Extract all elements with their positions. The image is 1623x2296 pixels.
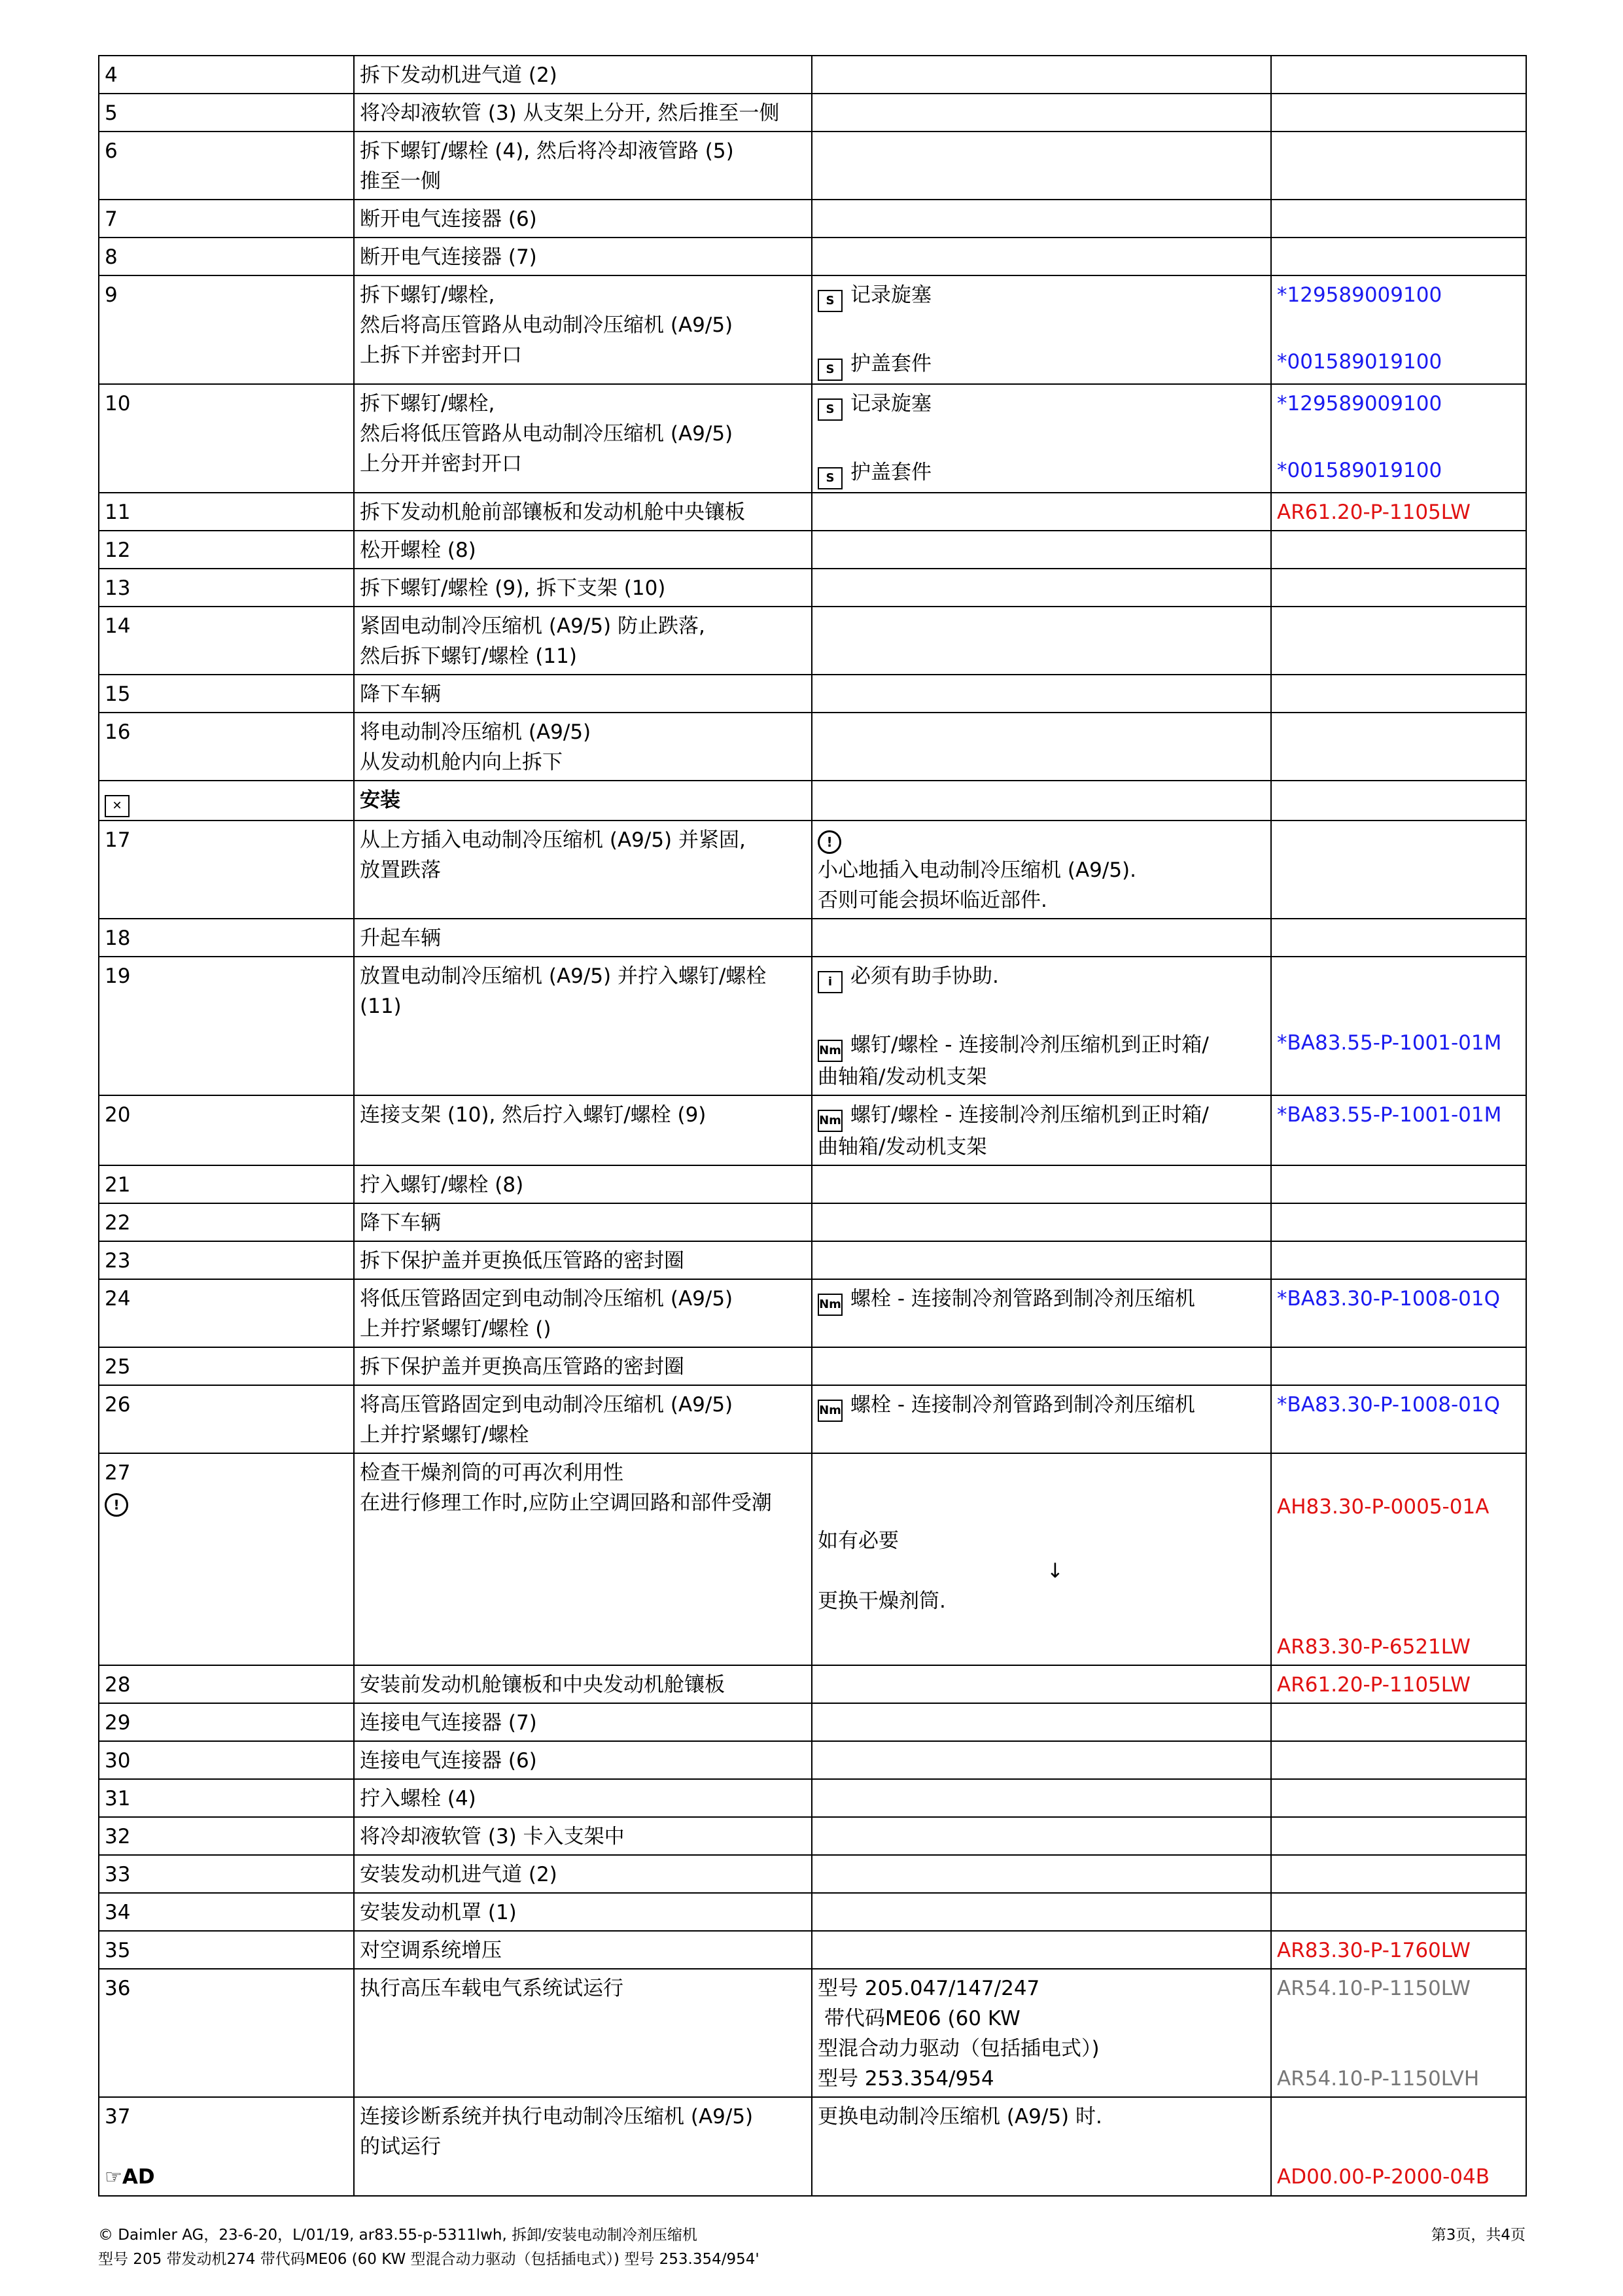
action-line: 上并拧紧螺钉/螺栓 [360, 1423, 529, 1447]
torque-label: 螺栓 - 连接制冷剂管路到制冷剂压缩机 [850, 1287, 1195, 1311]
table-row [99, 493, 1526, 531]
ad-label: AD [122, 2165, 155, 2189]
step-reference [1271, 56, 1526, 94]
step-action [354, 132, 812, 200]
torque-icon: Nm [818, 1400, 843, 1422]
step-reference [1271, 1241, 1526, 1279]
step-reference[interactable]: *BA83.30-P-1008-01Q [1271, 1385, 1526, 1453]
action-line: 检查干燥剂筒的可再次利用性 [360, 1461, 623, 1485]
step-tool [812, 275, 1271, 384]
step-tool [812, 238, 1271, 275]
table-row [99, 1203, 1526, 1241]
action-line: 将高压管路固定到电动制冷压缩机 (A9/5) [360, 1393, 733, 1417]
step-reference [1271, 2097, 1526, 2196]
table-row [99, 1279, 1526, 1347]
step-action [354, 1279, 812, 1347]
step-number: 13 [99, 569, 354, 607]
step-number: 18 [99, 919, 354, 957]
step-number: 8 [99, 238, 354, 275]
table-row [99, 675, 1526, 713]
down-arrow-icon: ↓ [1047, 1559, 1064, 1583]
torque-icon: Nm [818, 1110, 843, 1132]
step-number: 19 [99, 957, 354, 1095]
note-line: 必须有助手协助. [850, 964, 999, 988]
step-number: 20 [99, 1095, 354, 1165]
step-number: 15 [99, 675, 354, 713]
step-number: 31 [99, 1779, 354, 1817]
action-line: 推至一侧 [360, 169, 441, 193]
procedure-table [98, 55, 1527, 2197]
step-number: 26 [99, 1385, 354, 1453]
step-reference [1271, 957, 1526, 1095]
step-tool [812, 1703, 1271, 1741]
step-tool [812, 1279, 1271, 1347]
step-action: 安装前发动机舱镶板和中央发动机舱镶板 [354, 1665, 812, 1703]
step-action [354, 713, 812, 781]
table-row [99, 94, 1526, 132]
step-action: 拧入螺钉/螺栓 (8) [354, 1165, 812, 1203]
step-tool [812, 607, 1271, 675]
step-number: 28 [99, 1665, 354, 1703]
step-action: 松开螺栓 (8) [354, 531, 812, 569]
table-row [99, 200, 1526, 238]
table-row [99, 1703, 1526, 1741]
note-line: 如有必要 [818, 1529, 899, 1553]
step-reference [1271, 238, 1526, 275]
step-reference [1271, 569, 1526, 607]
step-number: 34 [99, 1893, 354, 1931]
step-action [354, 1453, 812, 1665]
step-reference [1271, 1969, 1526, 2097]
special-tool-icon: S [818, 359, 843, 381]
step-reference[interactable]: *BA83.30-P-1008-01Q [1271, 1279, 1526, 1347]
table-row [99, 1931, 1526, 1969]
step-reference[interactable]: AR83.30-P-1760LW [1271, 1931, 1526, 1969]
step-reference [1271, 1741, 1526, 1779]
torque-icon: Nm [818, 1040, 843, 1062]
install-icon: ✕ [105, 795, 130, 817]
reference-link[interactable]: AR54.10-P-1150LW [1277, 1977, 1471, 2000]
torque-label-cont: 曲轴箱/发动机支架 [818, 1065, 987, 1089]
step-number: 6 [99, 132, 354, 200]
step-number: 17 [99, 821, 354, 919]
table-row [99, 238, 1526, 275]
step-number: 25 [99, 1347, 354, 1385]
step-tool [812, 1855, 1271, 1893]
step-action: 降下车辆 [354, 1203, 812, 1241]
step-reference [1271, 675, 1526, 713]
step-tool [812, 132, 1271, 200]
table-row [99, 919, 1526, 957]
note-line: 小心地插入电动制冷压缩机 (A9/5). [818, 858, 1136, 882]
action-line: 拆下螺钉/螺栓 (4), 然后将冷却液管路 (5) [360, 139, 734, 163]
step-number: 30 [99, 1741, 354, 1779]
step-number [99, 2097, 354, 2196]
step-reference [1271, 275, 1526, 384]
step-reference[interactable]: AR61.20-P-1105LW [1271, 493, 1526, 531]
action-line: 拆下螺钉/螺栓, [360, 283, 495, 307]
step-reference [1271, 1203, 1526, 1241]
part-number-link[interactable]: *129589009100 [1277, 283, 1442, 307]
part-number-link[interactable]: *129589009100 [1277, 392, 1442, 415]
step-number: 36 [99, 1969, 354, 2097]
step-reference[interactable]: AR61.20-P-1105LW [1271, 1665, 1526, 1703]
step-action: 拆下保护盖并更换低压管路的密封圈 [354, 1241, 812, 1279]
table-row [99, 1817, 1526, 1855]
step-reference [1271, 384, 1526, 493]
step-number: 33 [99, 1855, 354, 1893]
step-action: 将冷却液软管 (3) 从支架上分开, 然后推至一侧 [354, 94, 812, 132]
step-reference [1271, 1817, 1526, 1855]
table-row [99, 1453, 1526, 1665]
action-line: 在进行修理工作时,应防止空调回路和部件受潮 [360, 1491, 772, 1515]
step-tool [812, 1347, 1271, 1385]
step-tool [812, 1095, 1271, 1165]
step-reference [1271, 1893, 1526, 1931]
table-row [99, 1665, 1526, 1703]
step-reference[interactable]: *BA83.55-P-1001-01M [1271, 1095, 1526, 1165]
action-line: 上并拧紧螺钉/螺栓 () [360, 1317, 551, 1341]
step-number: 10 [99, 384, 354, 493]
table-row [99, 713, 1526, 781]
table-row [99, 275, 1526, 384]
step-number: 9 [99, 275, 354, 384]
section-row [99, 781, 1526, 821]
torque-label: 螺钉/螺栓 - 连接制冷剂压缩机到正时箱/ [850, 1103, 1209, 1127]
reference-link[interactable]: AH83.30-P-0005-01A [1277, 1495, 1490, 1519]
step-action: 拆下发动机进气道 (2) [354, 56, 812, 94]
section-title: 安装 [354, 781, 812, 821]
step-number: 24 [99, 1279, 354, 1347]
table-row [99, 607, 1526, 675]
step-tool [812, 1241, 1271, 1279]
step-action [354, 607, 812, 675]
action-line: 将低压管路固定到电动制冷压缩机 (A9/5) [360, 1287, 733, 1311]
step-tool [812, 1165, 1271, 1203]
table-row [99, 1969, 1526, 2097]
table-row [99, 1779, 1526, 1817]
part-number-link[interactable]: *001589019100 [1277, 350, 1442, 374]
step-number: 23 [99, 1241, 354, 1279]
step-number-text: 37 [105, 2105, 131, 2128]
action-line: 然后拆下螺钉/螺栓 (11) [360, 645, 577, 668]
step-number: 7 [99, 200, 354, 238]
action-line: 放置跌落 [360, 858, 441, 882]
model-line: 型混合动力驱动（包括插电式）) [818, 2037, 1100, 2060]
part-number-link[interactable]: *001589019100 [1277, 459, 1442, 482]
step-tool [812, 200, 1271, 238]
step-tool: 更换电动制冷压缩机 (A9/5) 时. [812, 2097, 1271, 2196]
step-reference [1271, 1347, 1526, 1385]
step-tool [812, 1453, 1271, 1665]
step-action [354, 384, 812, 493]
step-reference [1271, 94, 1526, 132]
step-tool [812, 821, 1271, 919]
note-line: 否则可能会损坏临近部件. [818, 889, 1047, 912]
model-line: 型号 253.354/954 [818, 2067, 994, 2091]
step-action [354, 957, 812, 1095]
step-tool [812, 1741, 1271, 1779]
action-line: 的试运行 [360, 2135, 441, 2159]
page-number: 第3页，共4页 [1431, 2227, 1526, 2244]
step-tool [812, 1893, 1271, 1931]
special-tool-icon: S [818, 398, 843, 421]
step-action: 连接电气连接器 (7) [354, 1703, 812, 1741]
step-reference [1271, 713, 1526, 781]
action-line: 放置电动制冷压缩机 (A9/5) 并拧入螺钉/螺栓 [360, 964, 767, 988]
step-tool [812, 1203, 1271, 1241]
step-action: 断开电气连接器 (6) [354, 200, 812, 238]
tool-label: 护盖套件 [850, 461, 932, 484]
step-tool [812, 569, 1271, 607]
step-action: 拆下保护盖并更换高压管路的密封圈 [354, 1347, 812, 1385]
step-reference [1271, 531, 1526, 569]
step-number: 11 [99, 493, 354, 531]
step-number: 29 [99, 1703, 354, 1741]
table-row [99, 1741, 1526, 1779]
action-line: 上分开并密封开口 [360, 452, 522, 476]
step-number: 12 [99, 531, 354, 569]
torque-icon: Nm [818, 1294, 843, 1316]
step-number: 35 [99, 1931, 354, 1969]
step-reference [1271, 607, 1526, 675]
reference-link[interactable]: AR54.10-P-1150LVH [1277, 2067, 1480, 2091]
action-line: 然后将高压管路从电动制冷压缩机 (A9/5) [360, 313, 733, 337]
action-line: 从发动机舱内向上拆下 [360, 751, 563, 774]
step-tool [812, 1817, 1271, 1855]
step-action: 安装发动机罩 (1) [354, 1893, 812, 1931]
step-action: 安装发动机进气道 (2) [354, 1855, 812, 1893]
step-number: 14 [99, 607, 354, 675]
tool-label: 记录旋塞 [850, 392, 932, 415]
step-reference [1271, 200, 1526, 238]
step-action: 对空调系统增压 [354, 1931, 812, 1969]
step-number: 32 [99, 1817, 354, 1855]
step-number: 16 [99, 713, 354, 781]
step-tool [812, 1385, 1271, 1453]
footer-line: © Daimler AG，23-6-20，L/01/19, ar83.55-p-5311lwh, 拆卸/安装电动制冷剂压缩机 [98, 2227, 697, 2244]
step-tool [812, 919, 1271, 957]
step-action: 降下车辆 [354, 675, 812, 713]
action-line: 紧固电动制冷压缩机 (A9/5) 防止跌落, [360, 614, 705, 638]
table-row [99, 1095, 1526, 1165]
empty-cell [1271, 781, 1526, 821]
table-row [99, 569, 1526, 607]
step-tool [812, 1665, 1271, 1703]
model-line: 带代码ME06 (60 KW [818, 2007, 1021, 2030]
action-line: (11) [360, 995, 402, 1018]
table-row [99, 384, 1526, 493]
action-line: 从上方插入电动制冷压缩机 (A9/5) 并紧固, [360, 828, 746, 852]
table-row [99, 132, 1526, 200]
step-tool [812, 713, 1271, 781]
page-footer [98, 2223, 1526, 2272]
torque-label-cont: 曲轴箱/发动机支架 [818, 1135, 987, 1159]
step-tool [812, 493, 1271, 531]
step-action [354, 821, 812, 919]
action-line: 拆下螺钉/螺栓, [360, 392, 495, 415]
special-tool-icon: S [818, 467, 843, 489]
table-row [99, 821, 1526, 919]
step-number: 21 [99, 1165, 354, 1203]
step-action: 断开电气连接器 (7) [354, 238, 812, 275]
step-tool [812, 957, 1271, 1095]
footer-line: 型号 205 带发动机274 带代码ME06 (60 KW 型混合动力驱动（包括插电式）) 型号 253.354/954' [98, 2251, 759, 2268]
action-line: 然后将低压管路从电动制冷压缩机 (A9/5) [360, 422, 733, 446]
step-action: 连接电气连接器 (6) [354, 1741, 812, 1779]
step-reference [1271, 132, 1526, 200]
table-row [99, 1241, 1526, 1279]
table-row [99, 1165, 1526, 1203]
table-row [99, 2097, 1526, 2196]
step-action [354, 275, 812, 384]
step-reference [1271, 821, 1526, 919]
step-tool [812, 531, 1271, 569]
warning-icon: ! [818, 830, 841, 854]
step-number: 22 [99, 1203, 354, 1241]
step-tool [812, 56, 1271, 94]
step-action [354, 2097, 812, 2196]
pointing-hand-icon: ☞ [105, 2166, 122, 2189]
table-row [99, 531, 1526, 569]
info-icon: i [818, 971, 843, 993]
step-reference [1271, 1453, 1526, 1665]
step-action: 将冷却液软管 (3) 卡入支架中 [354, 1817, 812, 1855]
table-row [99, 56, 1526, 94]
step-tool [812, 1969, 1271, 2097]
note-line: 更换干燥剂筒. [818, 1589, 946, 1613]
step-tool [812, 384, 1271, 493]
reference-link[interactable]: AR83.30-P-6521LW [1277, 1635, 1471, 1659]
torque-label: 螺钉/螺栓 - 连接制冷剂压缩机到正时箱/ [850, 1033, 1209, 1057]
step-number-text: 27 [105, 1461, 131, 1485]
table-row [99, 1893, 1526, 1931]
action-line: 上拆下并密封开口 [360, 344, 522, 367]
step-action: 拆下螺钉/螺栓 (9), 拆下支架 (10) [354, 569, 812, 607]
step-tool [812, 94, 1271, 132]
section-icon-cell [99, 781, 354, 821]
step-number [99, 1453, 354, 1665]
step-action [354, 1385, 812, 1453]
table-row [99, 1855, 1526, 1893]
step-tool [812, 1931, 1271, 1969]
step-action: 连接支架 (10), 然后拧入螺钉/螺栓 (9) [354, 1095, 812, 1165]
step-reference [1271, 1165, 1526, 1203]
table-row [99, 957, 1526, 1095]
step-reference [1271, 919, 1526, 957]
step-reference [1271, 1703, 1526, 1741]
empty-cell [812, 781, 1271, 821]
table-row [99, 1347, 1526, 1385]
tool-label: 记录旋塞 [850, 283, 932, 307]
step-tool [812, 675, 1271, 713]
torque-spec-link[interactable]: *BA83.55-P-1001-01M [1277, 1031, 1502, 1055]
torque-label: 螺栓 - 连接制冷剂管路到制冷剂压缩机 [850, 1393, 1195, 1417]
table-row [99, 1385, 1526, 1453]
step-action: 拧入螺栓 (4) [354, 1779, 812, 1817]
step-action: 拆下发动机舱前部镶板和发动机舱中央镶板 [354, 493, 812, 531]
step-number: 4 [99, 56, 354, 94]
tool-label: 护盖套件 [850, 352, 932, 376]
model-line: 型号 205.047/147/247 [818, 1977, 1040, 2000]
step-tool [812, 1779, 1271, 1817]
step-action: 升起车辆 [354, 919, 812, 957]
action-line: 将电动制冷压缩机 (A9/5) [360, 720, 591, 744]
step-number: 5 [99, 94, 354, 132]
special-tool-icon: S [818, 290, 843, 312]
reference-link[interactable]: AD00.00-P-2000-04B [1277, 2165, 1490, 2189]
step-reference [1271, 1855, 1526, 1893]
warning-icon: ! [105, 1493, 128, 1517]
step-action: 执行高压车载电气系统试运行 [354, 1969, 812, 2097]
action-line: 连接诊断系统并执行电动制冷压缩机 (A9/5) [360, 2105, 754, 2128]
step-reference [1271, 1779, 1526, 1817]
